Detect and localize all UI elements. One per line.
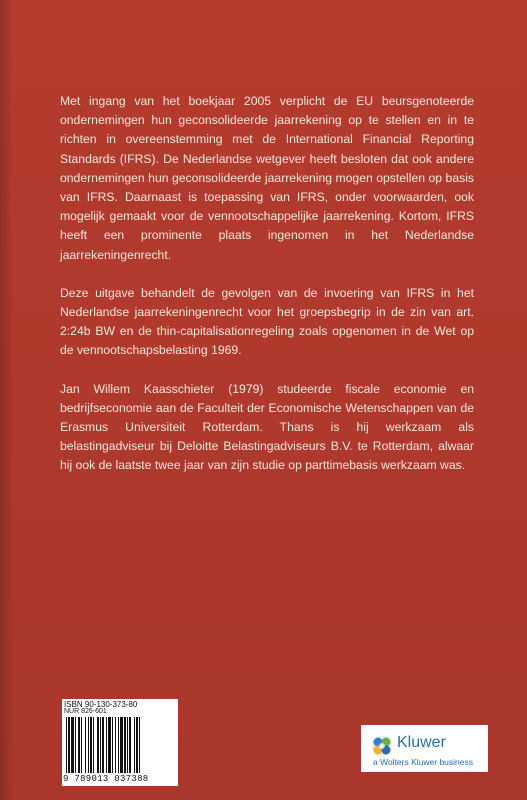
barcode-bar xyxy=(68,717,70,773)
barcode-bar xyxy=(71,717,74,773)
barcode-bar xyxy=(81,717,82,773)
blurb-paragraph-1: Met ingang van het boekjaar 2005 verplicht de EU beursgenoteerde ondernemingen hun geconsolideerde jaarrekening op te stellen en in te richten in overeenstemming met de International Financial Reporting Standards (IFRS). De Nederlandse wetgever heeft besloten dat ook andere ondernemingen hun geconsolideerde jaarrekening mogen opstellen op basis van IFRS. Daarnaast is toepassing van IFRS, onder voorwaarden, ook mogelijk gemaakt voor de vennootschappelijke jaarrekening. Kortom, IFRS heeft een prominente plaats ingenomen in het Nederlandse jaarrekeningenrecht. xyxy=(60,94,474,262)
barcode-bar xyxy=(102,717,104,773)
barcode-bars xyxy=(65,717,175,773)
barcode-bar xyxy=(129,717,131,773)
barcode-bar xyxy=(75,717,76,773)
barcode-bar xyxy=(108,717,111,773)
blurb-paragraph-2: Deze uitgave behandelt de gevolgen van de invoering van IFRS in het Nederlandse jaarrekeningenrecht voor het groepsbegrip in de zin van art. 2:24b BW en de thin-capitalisationregeling zoals opgenomen in de Wet op de vennootschapsbelasting 1969. xyxy=(60,285,474,358)
barcode-bar xyxy=(127,717,128,773)
barcode-bar xyxy=(139,717,140,773)
publisher-tagline: a Wolters Kluwer business xyxy=(373,757,473,767)
globe-icon xyxy=(371,735,393,757)
publisher-logo xyxy=(361,725,488,772)
barcode-bar xyxy=(78,717,80,773)
barcode-bar xyxy=(118,717,119,773)
barcode-bar xyxy=(97,717,99,773)
blurb xyxy=(60,92,474,495)
barcode-bar xyxy=(134,717,135,773)
barcode-label xyxy=(62,699,178,786)
publisher-name: Kluwer xyxy=(397,734,446,751)
barcode-bar xyxy=(106,717,107,773)
barcode-bar xyxy=(115,717,116,773)
nur-text: NUR 826-601 xyxy=(64,708,107,715)
barcode-bar xyxy=(136,717,138,773)
barcode-bar xyxy=(85,717,86,773)
isbn-text: ISBN 90-130-373-80 xyxy=(64,700,138,709)
spine-shadow xyxy=(0,0,14,800)
barcode-bar xyxy=(90,717,92,773)
barcode-digits: 9 789013 037388 xyxy=(63,774,149,784)
barcode-bar xyxy=(100,717,101,773)
barcode-bar xyxy=(93,717,94,773)
barcode-bar xyxy=(66,717,67,773)
barcode-bar xyxy=(88,717,89,773)
barcode-bar xyxy=(120,717,123,773)
barcode-bar xyxy=(124,717,126,773)
barcode-bar xyxy=(112,717,113,773)
author-bio: Jan Willem Kaasschieter (1979) studeerde fiscale economie en bedrijfseconomie aan de Faculteit der Economische Wetenschappen van de Erasmus Universiteit Rotterdam. Thans is hij werkzaam als belastingadviseur bij Deloitte Belastingadviseurs B.V. te Rotterdam, alwaar hij ook de laatste twee jaar van zijn studie op parttimebasis werkzaam was. xyxy=(60,381,474,473)
